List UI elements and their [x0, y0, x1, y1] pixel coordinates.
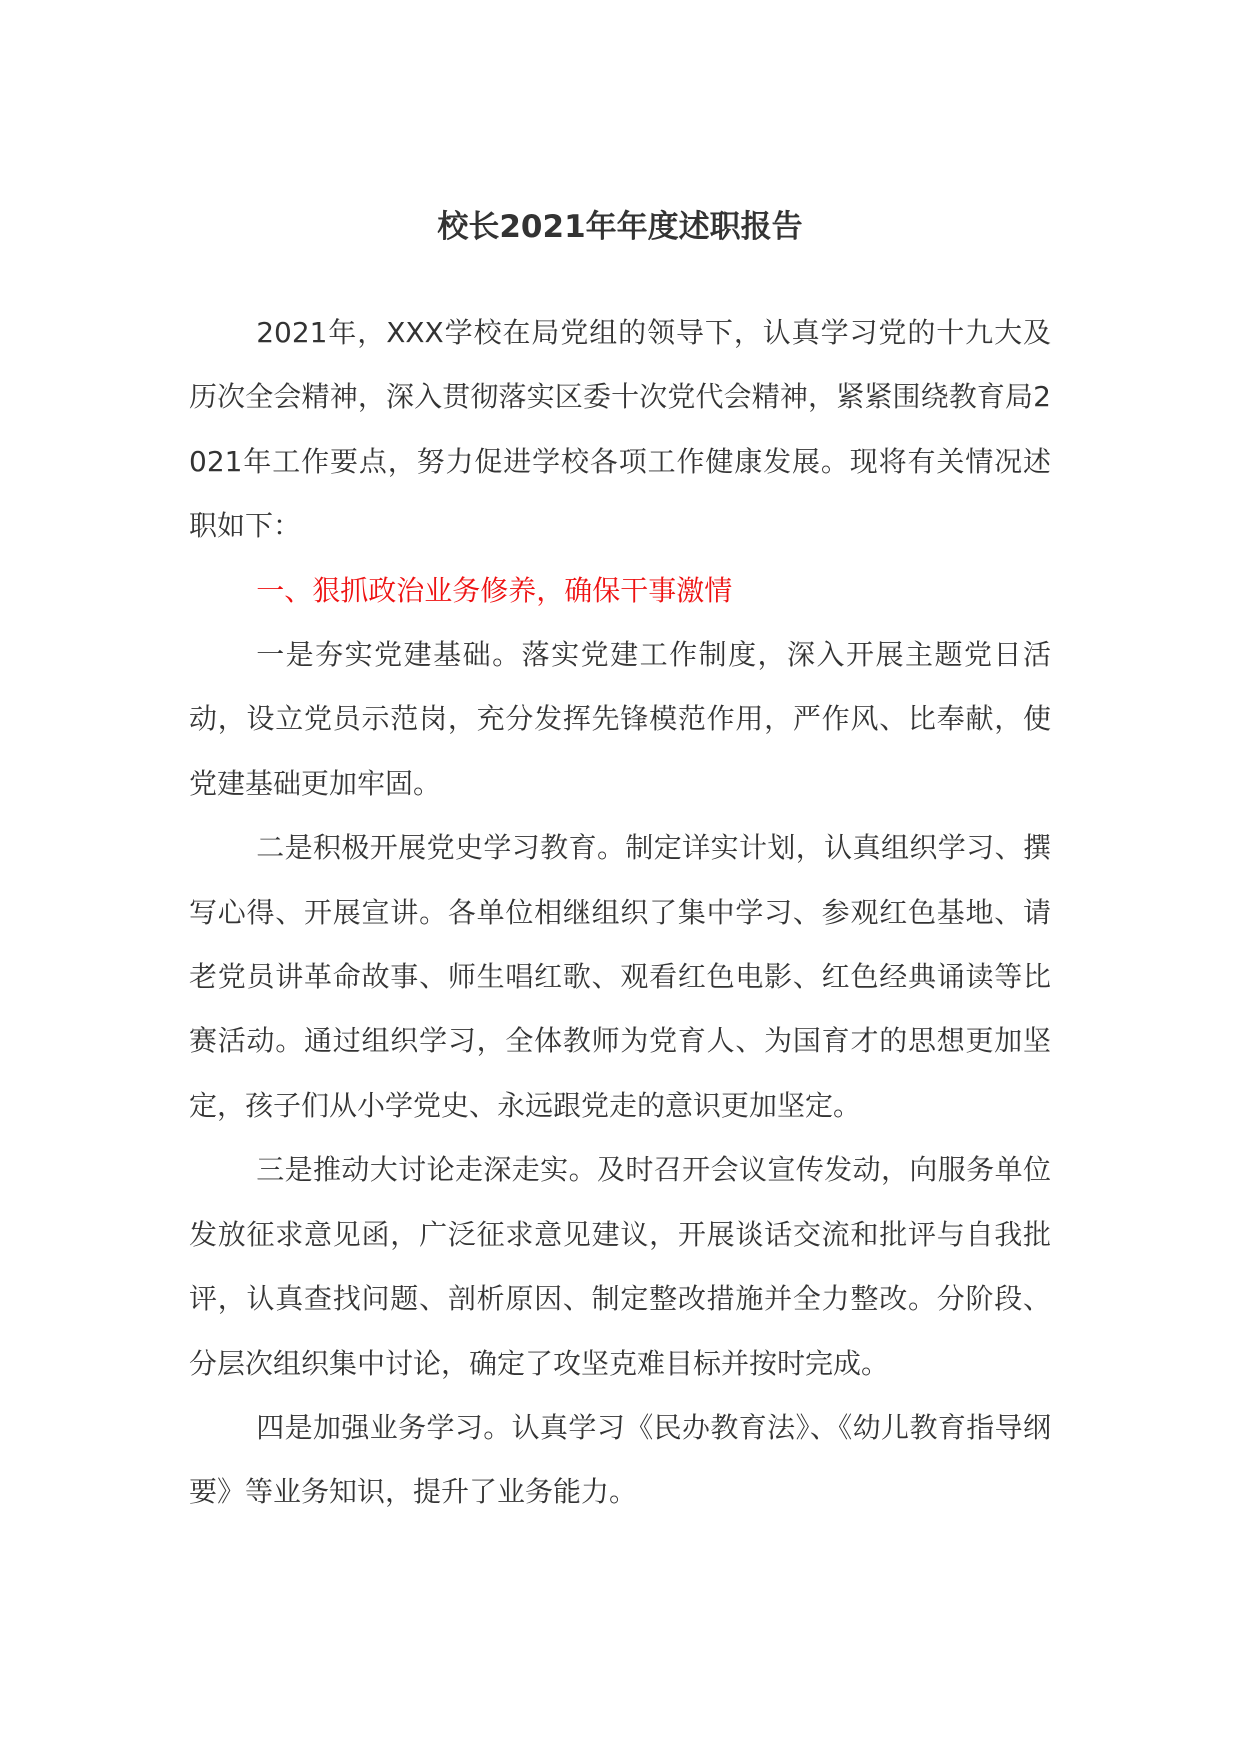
body-paragraph-3: 三是推动大讨论走深走实。及时召开会议宣传发动，向服务单位发放征求意见函，广泛征求意见建议，开展谈话交流和批评与自我批评，认真查找问题、剖析原因、制定整改措施并全力整改。分阶段、分层次组织集中讨论，确定了攻坚克难目标并按时完成。: [189, 1153, 1051, 1380]
document-title: 校长2021年年度述职报告: [437, 209, 803, 245]
document-body: [189, 301, 1051, 1525]
section-heading: 一、狠抓政治业务修养，确保干事激情: [256, 573, 733, 607]
intro-paragraph: 2021年，XXX学校在局党组的领导下，认真学习党的十九大及历次全会精神，深入贯彻落实区委十次党代会精神，紧紧围绕教育局2021年工作要点，努力促进学校各项工作健康发展。现将有关情况述职如下：: [189, 316, 1051, 543]
body-paragraph-4: 四是加强业务学习。认真学习《民办教育法》、《幼儿教育指导纲要》等业务知识，提升了业务能力。: [189, 1410, 1051, 1509]
body-paragraph-1: 一是夯实党建基础。落实党建工作制度，深入开展主题党日活动，设立党员示范岗，充分发挥先锋模范作用，严作风、比奉献，使党建基础更加牢固。: [189, 638, 1051, 800]
body-paragraph-2: 二是积极开展党史学习教育。制定详实计划，认真组织学习、撰写心得、开展宣讲。各单位相继组织了集中学习、参观红色基地、请老党员讲革命故事、师生唱红歌、观看红色电影、红色经典诵读等比赛活动。通过组织学习，全体教师为党育人、为国育才的思想更加坚定，孩子们从小学党史、永远跟党走的意识更加坚定。: [189, 831, 1051, 1122]
